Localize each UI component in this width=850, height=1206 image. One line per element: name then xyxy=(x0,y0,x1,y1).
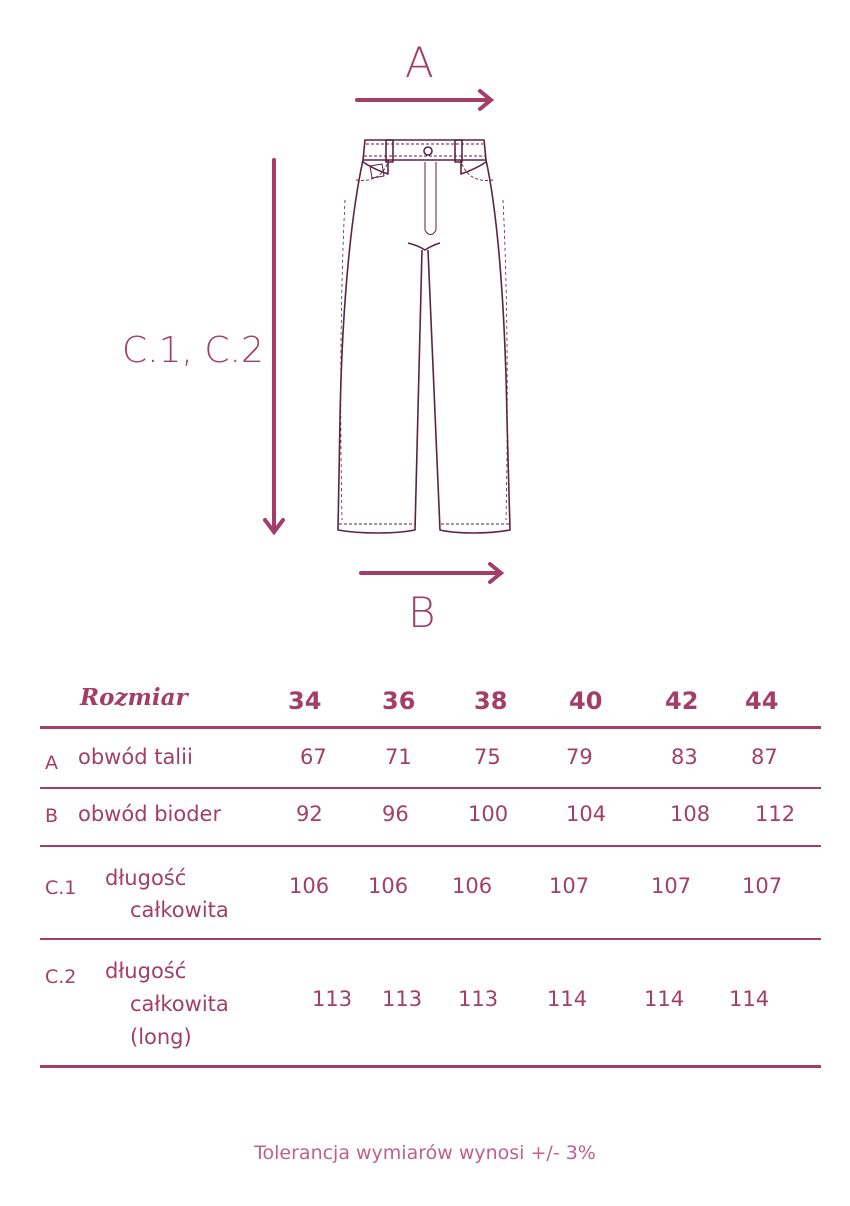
dimension-label-c: C.1, C.2 xyxy=(122,330,264,371)
table-cell: 114 xyxy=(729,987,770,1011)
row-label: obwód bioder xyxy=(78,802,222,826)
size-40: 40 xyxy=(569,687,603,715)
row-code: A xyxy=(45,752,58,774)
table-cell: 92 xyxy=(296,802,323,826)
table-cell: 107 xyxy=(651,874,692,898)
arrow-a xyxy=(357,91,491,109)
table-cell: 113 xyxy=(312,987,353,1011)
table-cell: 96 xyxy=(382,802,409,826)
table-bottom-border xyxy=(40,1065,821,1068)
table-cell: 79 xyxy=(566,745,593,769)
size-36: 36 xyxy=(382,687,416,715)
size-34: 34 xyxy=(288,687,322,715)
table-cell: 106 xyxy=(452,874,493,898)
row-label-line-1: długość xyxy=(105,959,187,983)
arrow-b xyxy=(361,564,501,582)
table-cell: 107 xyxy=(549,874,590,898)
row-divider xyxy=(40,787,821,789)
header-divider xyxy=(40,726,821,729)
table-cell: 87 xyxy=(751,745,778,769)
dimension-label-b: B xyxy=(408,588,436,637)
size-42: 42 xyxy=(665,687,699,715)
table-cell: 71 xyxy=(385,745,412,769)
table-cell: 106 xyxy=(289,874,330,898)
row-divider xyxy=(40,938,821,940)
table-cell: 114 xyxy=(644,987,685,1011)
table-cell: 100 xyxy=(468,802,509,826)
row-code: C.2 xyxy=(45,966,77,988)
size-44: 44 xyxy=(745,687,779,715)
table-cell: 113 xyxy=(458,987,499,1011)
table-cell: 106 xyxy=(368,874,409,898)
row-label-line-3: (long) xyxy=(130,1025,192,1049)
row-code: C.1 xyxy=(45,877,77,899)
tolerance-note: Tolerancja wymiarów wynosi +/- 3% xyxy=(254,1142,596,1164)
row-label-line-2: całkowita xyxy=(130,898,229,922)
row-label: obwód talii xyxy=(78,745,193,769)
table-cell: 107 xyxy=(742,874,783,898)
arrow-c xyxy=(265,160,283,532)
table-cell: 108 xyxy=(670,802,711,826)
table-cell: 83 xyxy=(671,745,698,769)
row-code: B xyxy=(45,805,59,827)
table-cell: 112 xyxy=(755,802,796,826)
table-cell: 104 xyxy=(566,802,607,826)
size-38: 38 xyxy=(474,687,508,715)
jeans-illustration xyxy=(338,140,510,533)
dimension-label-a: A xyxy=(405,38,434,87)
table-cell: 113 xyxy=(382,987,423,1011)
row-label-line-2: całkowita xyxy=(130,992,229,1016)
table-cell: 67 xyxy=(300,745,327,769)
row-divider xyxy=(40,845,821,847)
table-cell: 75 xyxy=(474,745,501,769)
row-label-line-1: długość xyxy=(105,866,187,890)
table-cell: 114 xyxy=(547,987,588,1011)
size-header-label: Rozmiar xyxy=(80,684,188,711)
